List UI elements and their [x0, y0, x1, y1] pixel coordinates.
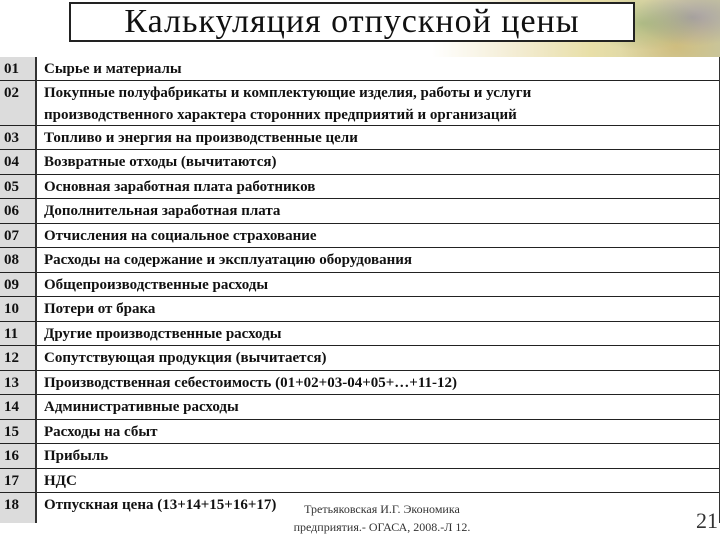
table-row	[0, 420, 720, 444]
row-text: Отчисления на социальное страхование	[44, 228, 317, 244]
row-number: 04	[4, 154, 19, 170]
row-text: Общепроизводственные расходы	[44, 277, 269, 293]
row-number: 17	[4, 473, 19, 489]
row-number: 16	[4, 448, 19, 464]
table-row	[0, 273, 720, 297]
table-row	[0, 57, 720, 81]
row-text: Топливо и энергия на производственные цели	[44, 130, 358, 146]
table-row	[0, 346, 720, 371]
citation	[262, 500, 502, 536]
calculation-table	[0, 57, 720, 523]
table-row	[0, 297, 720, 322]
row-number: 07	[4, 228, 19, 244]
row-text: Прибыль	[44, 448, 109, 464]
row-number: 14	[4, 399, 19, 415]
row-text: Производственная себестоимость (01+02+03-04+05+…+11-12)	[44, 375, 457, 391]
table-row	[0, 444, 720, 469]
table-row	[0, 371, 720, 395]
row-number: 09	[4, 277, 19, 293]
table-row	[0, 199, 720, 224]
row-text: Административные расходы	[44, 399, 239, 415]
table-row	[0, 150, 720, 175]
row-text: Расходы на содержание и эксплуатацию оборудования	[44, 252, 412, 268]
table-row	[0, 224, 720, 248]
table-row	[0, 175, 720, 199]
column-divider	[36, 57, 37, 523]
citation-line-1: Третьяковская И.Г. Экономика	[304, 502, 460, 516]
citation-line-2: предприятия.- ОГАСА, 2008.-Л 12.	[293, 520, 471, 534]
row-text: Потери от брака	[44, 301, 156, 317]
title-frame	[69, 2, 635, 42]
row-number: 11	[4, 326, 19, 342]
row-number: 15	[4, 424, 19, 440]
row-text: Дополнительная заработная плата	[44, 203, 281, 219]
page-title: Калькуляция отпускной цены	[124, 3, 580, 40]
table-row	[0, 81, 720, 126]
row-number: 18	[4, 497, 19, 513]
row-text: Основная заработная плата работников	[44, 179, 316, 195]
row-text: НДС	[44, 473, 77, 489]
table-row	[0, 469, 720, 493]
row-text: Отпускная цена (13+14+15+16+17)	[44, 497, 277, 513]
table-row	[0, 322, 720, 346]
row-text: Покупные полуфабрикаты и комплектующие изделия, работы и услуги	[44, 85, 532, 101]
row-number: 01	[4, 61, 19, 77]
slide-number: 21	[696, 508, 718, 533]
row-number: 08	[4, 252, 19, 268]
row-number: 10	[4, 301, 19, 317]
row-text: Возвратные отходы (вычитаются)	[44, 154, 277, 170]
row-text: Сырье и материалы	[44, 61, 182, 77]
row-text: Сопутствующая продукция (вычитается)	[44, 350, 327, 366]
row-number: 02	[4, 85, 19, 101]
table-row	[0, 395, 720, 420]
row-text-continuation: производственного характера сторонних предприятий и организаций	[44, 107, 517, 123]
row-number: 05	[4, 179, 19, 195]
table-row	[0, 126, 720, 150]
row-text: Другие производственные расходы	[44, 326, 282, 342]
row-text: Расходы на сбыт	[44, 424, 158, 440]
row-number: 12	[4, 350, 19, 366]
row-number: 13	[4, 375, 19, 391]
table-row	[0, 248, 720, 273]
row-number: 03	[4, 130, 19, 146]
row-number: 06	[4, 203, 19, 219]
